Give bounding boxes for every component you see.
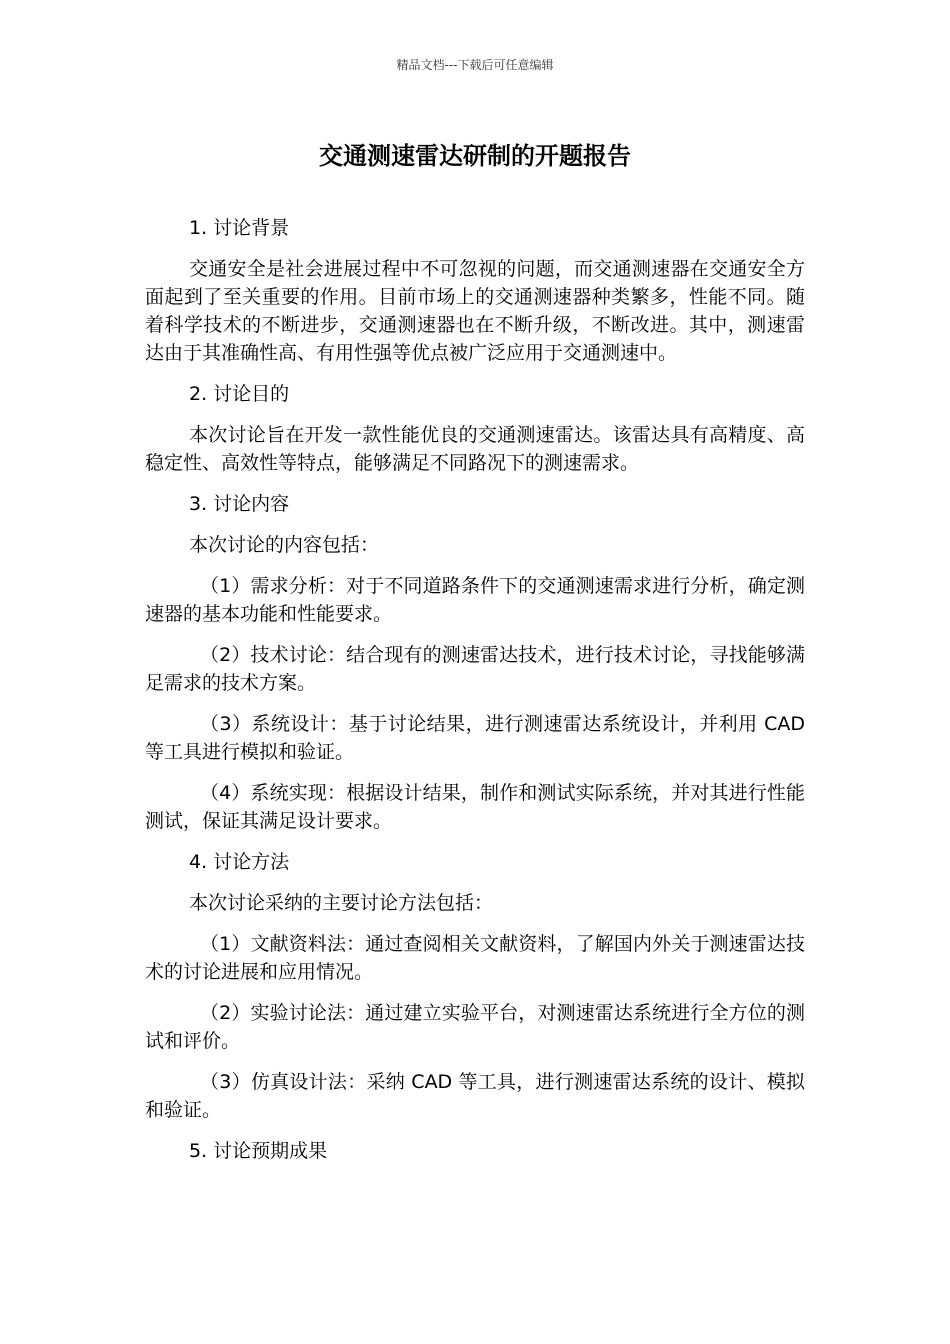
section-heading-purpose: 2. 讨论目的 <box>189 383 290 405</box>
list-item-simulation-method: （3）仿真设计法：采纳 CAD 等工具，进行测速雷达系统的设计、模拟和验证。 <box>145 1071 805 1121</box>
section-heading-expected-results: 5. 讨论预期成果 <box>189 1140 328 1162</box>
list-item-system-implementation: （4）系统实现：根据设计结果，制作和测试实际系统，并对其进行性能测试，保证其满足设计要求。 <box>145 782 805 832</box>
list-item-literature-method: （1）文献资料法：通过查阅相关文献资料，了解国内外关于测速雷达技术的讨论进展和应用情况。 <box>145 933 805 983</box>
section-intro-content: 本次讨论的内容包括： <box>189 534 380 556</box>
section-heading-background: 1. 讨论背景 <box>189 217 290 239</box>
list-item-experiment-method: （2）实验讨论法：通过建立实验平台，对测速雷达系统进行全方位的测试和评价。 <box>145 1002 805 1052</box>
list-item-technical-discussion: （2）技术讨论：结合现有的测速雷达技术，进行技术讨论，寻找能够满足需求的技术方案。 <box>145 644 805 694</box>
document-title: 交通测速雷达研制的开题报告 <box>319 142 631 170</box>
header-watermark-text: 精品文档---下载后可任意编辑 <box>396 58 554 72</box>
section-paragraph-purpose: 本次讨论旨在开发一款性能优良的交通测速雷达。该雷达具有高精度、高稳定性、高效性等特点，能够满足不同路况下的测速需求。 <box>145 424 805 474</box>
list-item-requirement-analysis: （1）需求分析：对于不同道路条件下的交通测速需求进行分析，确定测速器的基本功能和性能要求。 <box>145 575 805 625</box>
section-heading-methods: 4. 讨论方法 <box>189 851 290 873</box>
section-paragraph-background: 交通安全是社会进展过程中不可忽视的问题，而交通测速器在交通安全方面起到了至关重要的作用。目前市场上的交通测速器种类繁多，性能不同。随着科学技术的不断进步，交通测速器也在不断升级，不断改进。其中，测速雷达由于其准确性高、有用性强等优点被广泛应用于交通测速中。 <box>145 258 805 364</box>
list-item-system-design: （3）系统设计：基于讨论结果，进行测速雷达系统设计，并利用 CAD 等工具进行模拟和验证。 <box>145 713 805 763</box>
section-intro-methods: 本次讨论采纳的主要讨论方法包括： <box>189 892 494 914</box>
document-body <box>145 214 805 1178</box>
section-heading-content: 3. 讨论内容 <box>189 493 290 515</box>
